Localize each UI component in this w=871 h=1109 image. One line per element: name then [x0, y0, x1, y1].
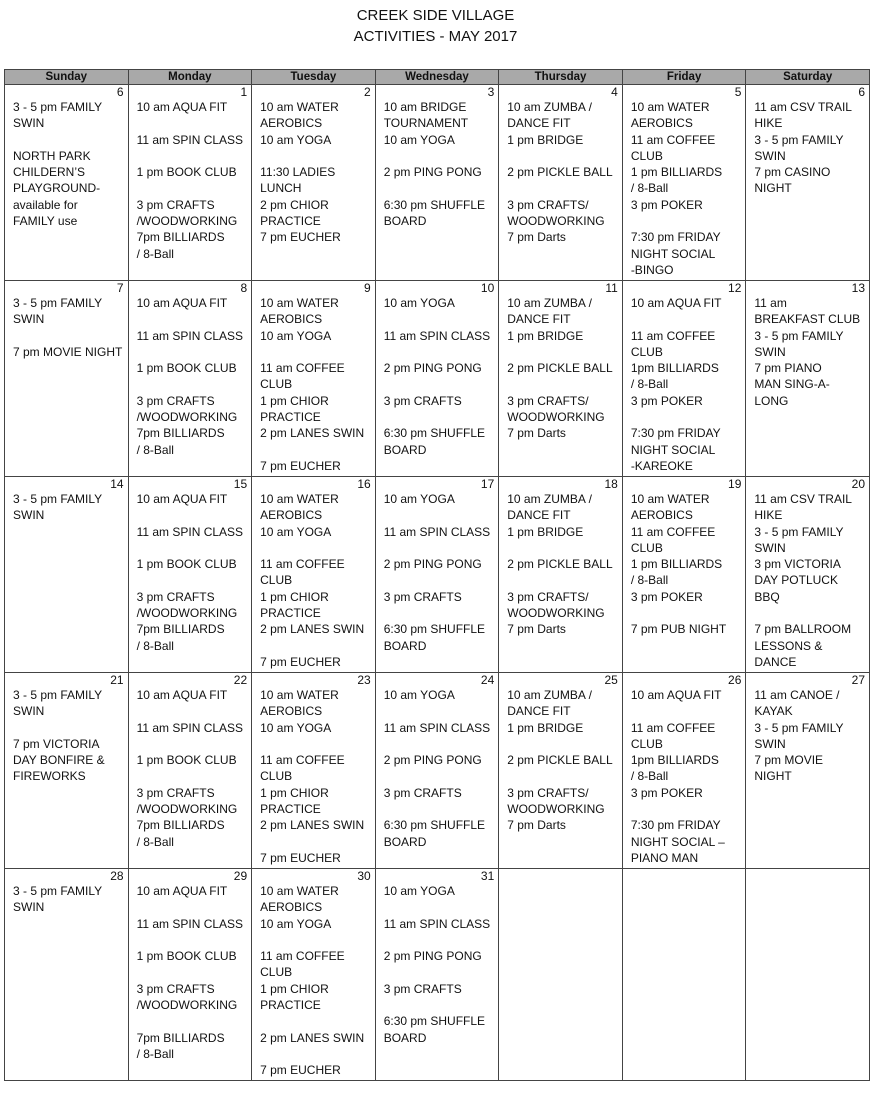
day-cell	[499, 477, 623, 673]
day-activities: 10 am BRIDGE TOURNAMENT 10 am YOGA 2 pm PING PONG 6:30 pm SHUFFLE BOARD	[383, 100, 486, 229]
header-monday: Monday	[128, 70, 252, 85]
day-cell	[252, 673, 376, 869]
document-title	[0, 5, 871, 47]
day-cell	[128, 869, 252, 1081]
day-cell	[622, 673, 746, 869]
week-row	[5, 673, 870, 869]
day-number: 28	[110, 869, 124, 883]
day-cell	[252, 477, 376, 673]
day-activities: 10 am AQUA FIT 11 am SPIN CLASS 1 pm BOOK CLUB 3 pm CRAFTS /WOODWORKING 7pm BILLIARDS / 8-Ball	[136, 100, 244, 261]
day-activities: 11 am CANOE / KAYAK 3 - 5 pm FAMILY SWIN 7 pm MOVIE NIGHT	[754, 688, 844, 784]
day-activities: 3 - 5 pm FAMILY SWIN	[13, 884, 103, 915]
day-number: 26	[728, 673, 742, 687]
day-cell	[252, 869, 376, 1081]
calendar-grid	[4, 69, 870, 1081]
day-number: 30	[357, 869, 371, 883]
day-activities: 10 am ZUMBA / DANCE FIT 1 pm BRIDGE 2 pm PICKLE BALL 3 pm CRAFTS/ WOODWORKING 7 pm Darts	[507, 688, 613, 833]
day-activities: 10 am YOGA 11 am SPIN CLASS 2 pm PING PONG 3 pm CRAFTS 6:30 pm SHUFFLE BOARD	[383, 492, 491, 653]
week-row	[5, 85, 870, 281]
day-activities: 10 am AQUA FIT 11 am COFFEE CLUB 1pm BILLIARDS / 8-Ball 3 pm POKER 7:30 pm FRIDAY NIGHT SOCIAL – PIANO MAN	[630, 688, 725, 865]
week-row	[5, 477, 870, 673]
day-activities: 10 am WATER AEROBICS 10 am YOGA 11 am COFFEE CLUB 1 pm CHIOR PRACTICE 2 pm LANES SWIN 7 pm EUCHER	[260, 492, 365, 669]
day-cell	[499, 869, 623, 1081]
day-activities: 10 am WATER AEROBICS 10 am YOGA 11 am COFFEE CLUB 1 pm CHIOR PRACTICE 2 pm LANES SWIN 7 pm EUCHER	[260, 296, 365, 473]
day-activities: 10 am YOGA 11 am SPIN CLASS 2 pm PING PONG 3 pm CRAFTS 6:30 pm SHUFFLE BOARD	[383, 688, 491, 849]
header-thursday: Thursday	[499, 70, 623, 85]
day-number: 21	[110, 673, 124, 687]
day-activities: 3 - 5 pm FAMILY SWIN 7 pm MOVIE NIGHT	[13, 296, 123, 359]
day-cell	[128, 477, 252, 673]
day-cell	[375, 673, 499, 869]
day-number: 3	[487, 85, 495, 99]
day-activities: 10 am WATER AEROBICS 11 am COFFEE CLUB 1 pm BILLIARDS / 8-Ball 3 pm POKER 7:30 pm FRIDAY NIGHT SOCIAL -BINGO	[630, 100, 723, 277]
day-cell	[499, 281, 623, 477]
day-cell	[128, 281, 252, 477]
day-number: 6	[858, 85, 865, 99]
day-cell	[375, 477, 499, 673]
day-number: 15	[233, 477, 248, 491]
day-number	[507, 869, 618, 883]
day-cell	[622, 477, 746, 673]
day-cell	[128, 85, 252, 281]
day-number: 24	[480, 673, 495, 687]
header-wednesday: Wednesday	[375, 70, 499, 85]
day-activities: 10 am YOGA 11 am SPIN CLASS 2 pm PING PONG 3 pm CRAFTS 6:30 pm SHUFFLE BOARD	[383, 296, 491, 457]
day-cell	[375, 281, 499, 477]
header-sunday: Sunday	[5, 70, 129, 85]
day-cell	[5, 85, 129, 281]
day-cell	[746, 281, 870, 477]
day-cell	[5, 869, 129, 1081]
day-number: 10	[480, 281, 495, 295]
day-number: 25	[604, 673, 618, 687]
day-cell	[499, 85, 623, 281]
day-activities: 10 am ZUMBA / DANCE FIT 1 pm BRIDGE 2 pm PICKLE BALL 3 pm CRAFTS/ WOODWORKING 7 pm Darts	[507, 296, 613, 441]
day-activities: 10 am YOGA 11 am SPIN CLASS 2 pm PING PONG 3 pm CRAFTS 6:30 pm SHUFFLE BOARD	[383, 884, 491, 1045]
day-activities: 10 am WATER AEROBICS 10 am YOGA 11:30 LADIES LUNCH 2 pm CHIOR PRACTICE 7 pm EUCHER	[260, 100, 341, 245]
header-saturday: Saturday	[746, 70, 870, 85]
day-cell	[128, 673, 252, 869]
day-number: 16	[357, 477, 371, 491]
day-cell	[746, 869, 870, 1081]
day-activities: 3 - 5 pm FAMILY SWIN	[13, 492, 103, 523]
day-number: 8	[240, 281, 248, 295]
day-number: 20	[851, 477, 865, 491]
day-cell	[375, 85, 499, 281]
day-number: 23	[357, 673, 371, 687]
header-friday: Friday	[622, 70, 746, 85]
day-activities: 10 am AQUA FIT 11 am SPIN CLASS 1 pm BOOK CLUB 3 pm CRAFTS /WOODWORKING 7pm BILLIARDS / 8-Ball	[136, 688, 244, 849]
day-number: 13	[851, 281, 865, 295]
day-cell	[499, 673, 623, 869]
day-number: 19	[728, 477, 742, 491]
day-number: 29	[233, 869, 248, 883]
day-number: 1	[240, 85, 248, 99]
day-cell	[252, 281, 376, 477]
day-cell	[5, 673, 129, 869]
title-line-1: CREEK SIDE VILLAGE	[356, 7, 515, 24]
day-number: 4	[611, 85, 618, 99]
day-cell	[5, 477, 129, 673]
day-activities: 3 - 5 pm FAMILY SWIN 7 pm VICTORIA DAY BONFIRE & FIREWORKS	[13, 688, 105, 784]
day-number: 11	[605, 281, 618, 295]
title-line-2: ACTIVITIES - MAY 2017	[353, 28, 518, 45]
day-number	[631, 869, 742, 883]
day-cell	[746, 477, 870, 673]
day-number: 14	[110, 477, 124, 491]
day-activities: 10 am AQUA FIT 11 am SPIN CLASS 1 pm BOOK CLUB 3 pm CRAFTS /WOODWORKING 7pm BILLIARDS / 8-Ball	[136, 884, 244, 1061]
day-activities: 11 am CSV TRAIL HIKE 3 - 5 pm FAMILY SWIN 7 pm CASINO NIGHT	[754, 100, 852, 196]
day-activities: 10 am ZUMBA / DANCE FIT 1 pm BRIDGE 2 pm PICKLE BALL 3 pm CRAFTS/ WOODWORKING 7 pm Darts	[507, 100, 613, 245]
day-number: 6	[116, 85, 124, 99]
day-number: 12	[728, 281, 742, 295]
day-number: 27	[851, 673, 865, 687]
day-activities: 10 am WATER AEROBICS 10 am YOGA 11 am COFFEE CLUB 1 pm CHIOR PRACTICE 2 pm LANES SWIN 7 pm EUCHER	[260, 688, 365, 865]
day-number: 22	[233, 673, 248, 687]
day-cell	[622, 869, 746, 1081]
day-activities: 10 am AQUA FIT 11 am COFFEE CLUB 1pm BILLIARDS / 8-Ball 3 pm POKER 7:30 pm FRIDAY NIGHT SOCIAL -KAREOKE	[630, 296, 722, 473]
header-tuesday: Tuesday	[252, 70, 376, 85]
day-cell	[5, 281, 129, 477]
day-cell	[375, 869, 499, 1081]
day-cell	[746, 673, 870, 869]
day-activities: 10 am WATER AEROBICS 11 am COFFEE CLUB 1 pm BILLIARDS / 8-Ball 3 pm POKER 7 pm PUB NIGHT	[630, 492, 727, 637]
day-number: 2	[364, 85, 371, 99]
day-activities: 10 am AQUA FIT 11 am SPIN CLASS 1 pm BOOK CLUB 3 pm CRAFTS /WOODWORKING 7pm BILLIARDS / 8-Ball	[136, 296, 244, 457]
day-cell	[252, 85, 376, 281]
day-activities: 11 am CSV TRAIL HIKE 3 - 5 pm FAMILY SWIN 3 pm VICTORIA DAY POTLUCK BBQ 7 pm BALLROOM LESSONS & DANCE	[754, 492, 852, 669]
day-cell	[746, 85, 870, 281]
day-number: 17	[480, 477, 495, 491]
day-number	[754, 869, 865, 883]
day-number: 18	[604, 477, 618, 491]
day-cell	[622, 281, 746, 477]
day-activities: 11 am BREAKFAST CLUB 3 - 5 pm FAMILY SWIN 7 pm PIANO MAN SING-A- LONG	[754, 296, 861, 408]
day-activities: 10 am WATER AEROBICS 10 am YOGA 11 am COFFEE CLUB 1 pm CHIOR PRACTICE 2 pm LANES SWIN 7 pm EUCHER	[260, 884, 365, 1078]
day-activities: 10 am AQUA FIT 11 am SPIN CLASS 1 pm BOOK CLUB 3 pm CRAFTS /WOODWORKING 7pm BILLIARDS / 8-Ball	[136, 492, 244, 653]
week-row	[5, 281, 870, 477]
day-activities: 3 - 5 pm FAMILY SWIN NORTH PARK CHILDERN’S PLAYGROUND- available for FAMILY use	[13, 100, 103, 229]
weekday-header-row	[5, 70, 870, 85]
day-number: 7	[116, 281, 124, 295]
day-activities: 10 am ZUMBA / DANCE FIT 1 pm BRIDGE 2 pm PICKLE BALL 3 pm CRAFTS/ WOODWORKING 7 pm Darts	[507, 492, 613, 637]
day-number: 5	[734, 85, 742, 99]
day-number: 31	[480, 869, 495, 883]
day-cell	[622, 85, 746, 281]
week-row	[5, 869, 870, 1081]
day-number: 9	[364, 281, 371, 295]
